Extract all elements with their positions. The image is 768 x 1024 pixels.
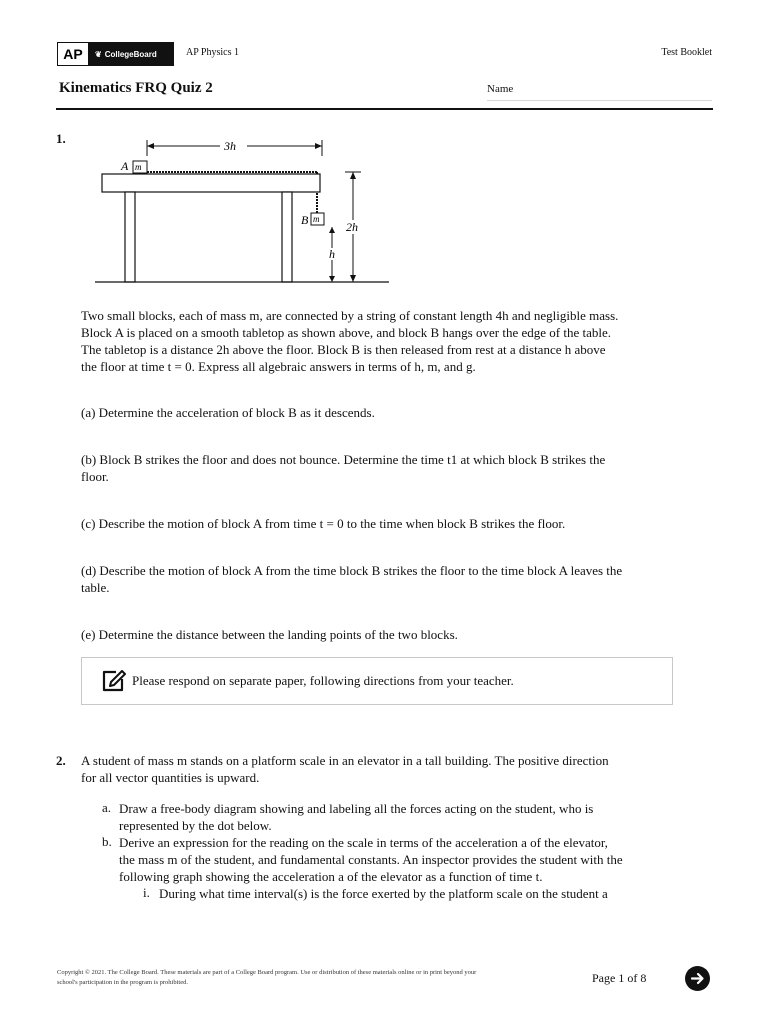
next-page-button[interactable] [685, 966, 710, 991]
dim-h-arrow-bottom [329, 276, 335, 282]
question-2-part-b [119, 834, 623, 885]
part-d-line: (d) Describe the motion of block A from the time block B strikes the floor to the time block A leaves the [81, 563, 623, 578]
question-2-part-b-i: During what time interval(s) is the force exerted by the platform scale on the student a [159, 886, 608, 901]
table-leg-left [125, 192, 135, 282]
dim-2h-arrow-top [350, 172, 356, 179]
tabletop [102, 174, 320, 192]
name-label: Name [487, 83, 514, 95]
question-2-number: 2. [56, 753, 66, 768]
dim-2h-label: 2h [346, 220, 358, 234]
question-1-part-d [81, 562, 622, 596]
stem-line: A student of mass m stands on a platform scale in an elevator in a tall building. The positive direction [81, 753, 609, 768]
part-b-line: (b) Block B strikes the floor and does not bounce. Determine the time t1 at which block B strikes the [81, 452, 606, 467]
dim-3h-label: 3h [224, 139, 236, 153]
block-a-label: A [121, 159, 129, 173]
stem-line: The tabletop is a distance 2h above the floor. Block B is then released from rest at a distance h above [81, 342, 606, 357]
table-leg-right [282, 192, 292, 282]
copyright-notice [57, 968, 507, 988]
page-indicator: Page 1 of 8 [592, 971, 647, 985]
question-1-stem [81, 307, 618, 375]
name-field[interactable] [487, 100, 712, 101]
stem-line: the floor at time t = 0. Express all algebraic answers in terms of h, m, and g. [81, 359, 476, 374]
dim-h-arrow-top [329, 227, 335, 233]
stem-line: Block A is placed on a smooth tabletop as shown above, and block B hangs over the edge of the table. [81, 325, 611, 340]
copyright-line: school's participation in the program is prohibited. [57, 979, 188, 986]
block-a-mass-label: m [135, 162, 142, 172]
respond-notice-box [81, 657, 673, 705]
header-divider [56, 108, 713, 110]
list-marker-a: a. [102, 800, 112, 815]
part-a-line: represented by the dot below. [119, 818, 272, 833]
respond-note-text: Please respond on separate paper, following directions from your teacher. [132, 673, 514, 688]
dim-3h-arrow-left [147, 143, 154, 149]
part-b-line: the mass m of the student, and fundamental constants. An inspector provides the student with the [119, 852, 623, 867]
acorn-icon: ❦ [95, 49, 102, 59]
copyright-line: Copyright © 2021. The College Board. These materials are part of a College Board program. Use or distribution of these materials online or in print beyond your [57, 969, 477, 976]
stem-line: Two small blocks, each of mass m, are connected by a string of constant length 4h and negligible mass. [81, 308, 619, 323]
dim-2h-arrow-bottom [350, 275, 356, 282]
part-b-line: following graph showing the acceleration a of the elevator as a function of time t. [119, 869, 543, 884]
question-1-part-a: (a) Determine the acceleration of block B as it descends. [81, 405, 375, 420]
question-2-stem [81, 752, 609, 786]
arrow-right-icon [690, 971, 705, 986]
part-b-line: floor. [81, 469, 109, 484]
collegeboard-logo-text [89, 43, 173, 65]
part-b-line: Derive an expression for the reading on the scale in terms of the acceleration a of the elevator, [119, 835, 608, 850]
edit-icon [102, 670, 126, 692]
list-marker-i: i. [143, 885, 150, 900]
table-blocks-diagram [95, 138, 395, 286]
question-1-part-c: (c) Describe the motion of block A from time t = 0 to the time when block B strikes the floor. [81, 516, 566, 531]
part-d-line: table. [81, 580, 110, 595]
booklet-label: Test Booklet [661, 47, 712, 58]
block-b-label: B [301, 213, 309, 227]
list-marker-b: b. [102, 834, 112, 849]
question-1-part-b [81, 451, 605, 485]
question-2-part-a [119, 800, 593, 834]
collegeboard-label: CollegeBoard [104, 49, 157, 59]
course-name: AP Physics 1 [186, 47, 239, 58]
dim-h-label: h [329, 247, 335, 261]
ap-logo-text: AP [58, 43, 89, 65]
question-1-number: 1. [56, 131, 66, 146]
page-title: Kinematics FRQ Quiz 2 [59, 80, 213, 96]
part-a-line: Draw a free-body diagram showing and labeling all the forces acting on the student, who is [119, 801, 594, 816]
block-b-mass-label: m [313, 214, 320, 224]
question-1-part-e: (e) Determine the distance between the landing points of the two blocks. [81, 627, 458, 642]
stem-line: for all vector quantities is upward. [81, 770, 260, 785]
dim-3h-arrow-right [315, 143, 322, 149]
ap-collegeboard-logo [57, 42, 174, 66]
